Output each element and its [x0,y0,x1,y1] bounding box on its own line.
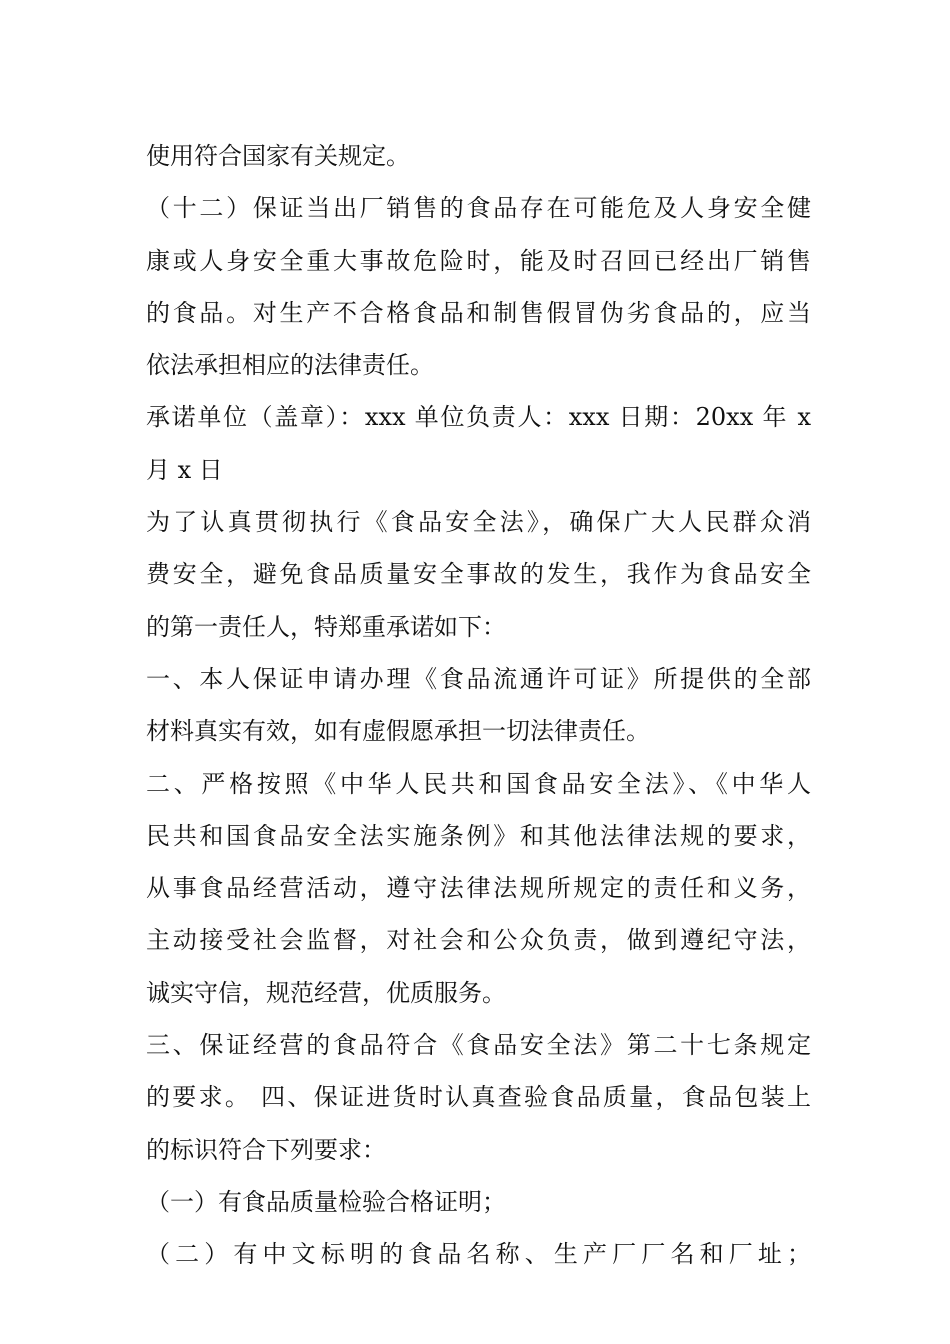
text-line: 二、严格按照《中华人民共和国食品安全法》、《中华人 [146,769,811,798]
document-body [146,130,811,1281]
text-line: 依法承担相应的法律责任。 [146,351,434,380]
text-line: 为了认真贯彻执行《食品安全法》，确保广大人民群众消 [146,508,811,537]
text-line: （二）有中文标明的食品名称、生产厂厂名和厂址； [146,1240,811,1269]
text-line: （十二）保证当出厂销售的食品存在可能危及人身安全健 [146,194,811,223]
text-line: 诚实守信，规范经营，优质服务。 [146,978,506,1007]
text-line: 使用符合国家有关规定。 [146,142,410,170]
text-line: 三、保证经营的食品符合《食品安全法》第二十七条规定 [146,1031,811,1060]
text-line: 承诺单位（盖章）：xxx 单位负责人：xxx 日期：20xx 年 x [146,403,811,432]
text-line: 的标识符合下列要求： [146,1135,386,1164]
text-line: 一、本人保证申请办理《食品流通许可证》所提供的全部 [146,664,811,693]
text-line: 的第一责任人，特郑重承诺如下： [146,612,506,641]
text-line: 的食品。对生产不合格食品和制售假冒伪劣食品的，应当 [146,298,811,327]
text-line: 从事食品经营活动，遵守法律法规所规定的责任和义务， [146,874,811,903]
text-line: 主动接受社会监督，对社会和公众负责，做到遵纪守法， [146,926,811,955]
text-line: 民共和国食品安全法实施条例》和其他法律法规的要求， [146,821,811,850]
text-line: 材料真实有效，如有虚假愿承担一切法律责任。 [146,717,650,746]
text-line: 月 x 日 [146,455,223,484]
text-line: 康或人身安全重大事故危险时，能及时召回已经出厂销售 [146,246,811,275]
text-line: （一）有食品质量检验合格证明； [146,1187,506,1216]
text-line: 的要求。 四、保证进货时认真查验食品质量，食品包装上 [146,1083,811,1112]
text-line: 费安全，避免食品质量安全事故的发生，我作为食品安全 [146,560,811,589]
